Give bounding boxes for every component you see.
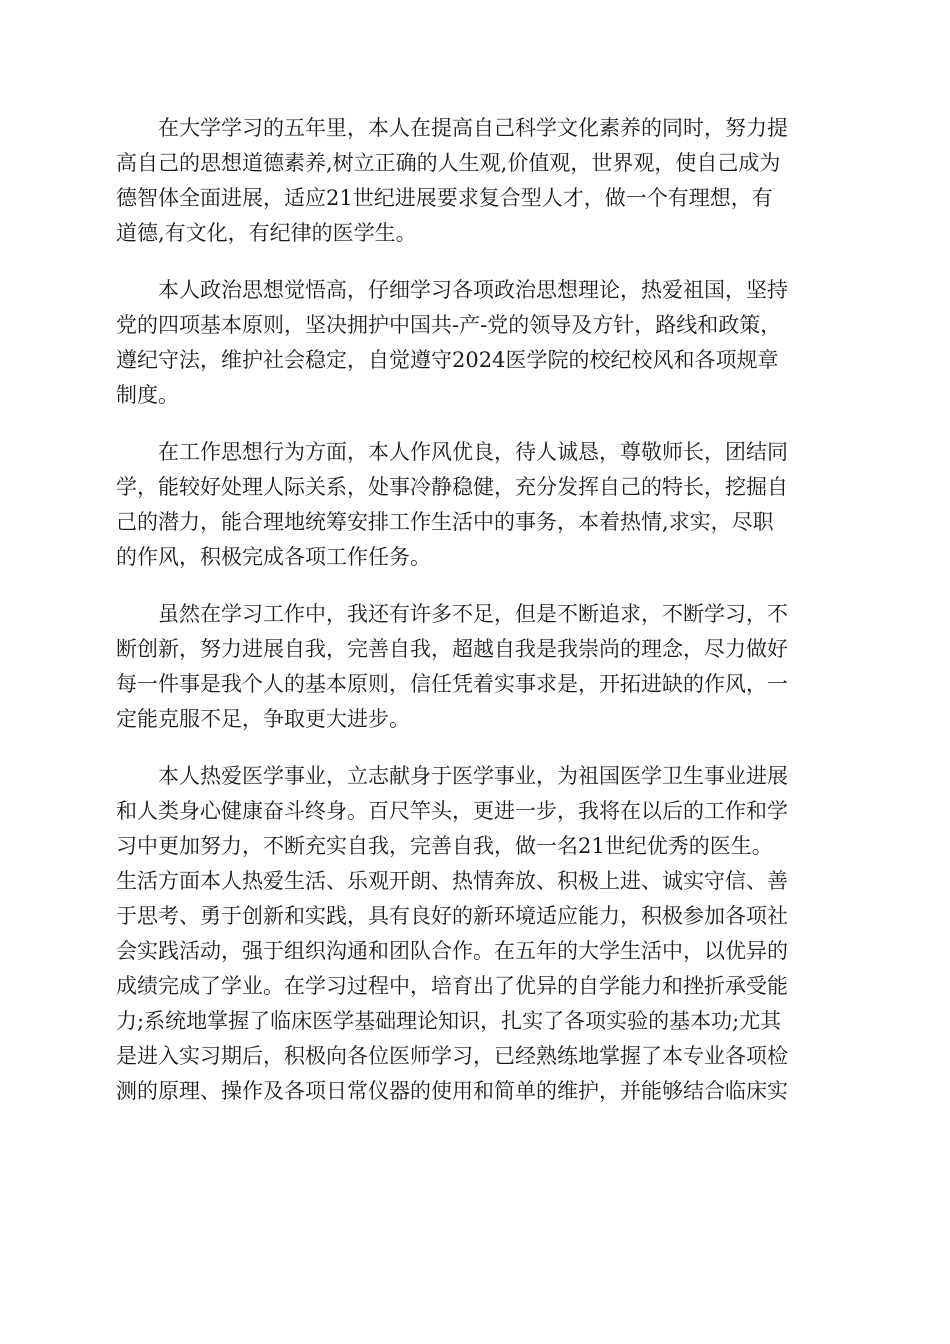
text-line: 测的原理、操作及各项日常仪器的使用和简单的维护，并能够结合临床实 (116, 1079, 788, 1103)
document-body (116, 111, 838, 1131)
text-line: 德智体全面进展，适应21世纪进展要求复合型人才，做一个有理想，有 (116, 186, 773, 210)
text-line: 制度。 (116, 383, 179, 407)
paragraph-4 (116, 597, 838, 737)
paragraph-3 (116, 435, 838, 575)
text-line: 是进入实习期后，积极向各位医师学习，已经熟练地掌握了本专业各项检 (116, 1044, 788, 1068)
text-line: 会实践活动，强于组织沟通和团队合作。在五年的大学生活中，以优异的 (116, 939, 788, 963)
text-line: 断创新，努力进展自我，完善自我，超越自我是我崇尚的理念，尽力做好 (116, 637, 788, 661)
paragraph-1 (116, 111, 838, 251)
text-line: 力;系统地掌握了临床医学基础理论知识，扎实了各项实验的基本功;尤其 (116, 1009, 782, 1033)
text-line: 本人热爱医学事业，立志献身于医学事业，为祖国医学卫生事业进展 (158, 764, 788, 788)
paragraph-2 (116, 273, 838, 413)
text-line: 每一件事是我个人的基本原则，信任凭着实事求是，开拓进缺的作风，一 (116, 672, 788, 696)
text-line: 道德,有文化，有纪律的医学生。 (116, 221, 417, 245)
text-line: 遵纪守法，维护社会稳定，自觉遵守2024医学院的校纪校风和各项规章 (116, 348, 779, 372)
text-line: 高自己的思想道德素养,树立正确的人生观,价值观，世界观，使自己成为 (116, 151, 781, 175)
text-line: 和人类身心健康奋斗终身。百尺竿头，更进一步，我将在以后的工作和学 (116, 799, 788, 823)
text-line: 虽然在学习工作中，我还有许多不足，但是不断追求，不断学习，不 (158, 602, 788, 626)
text-line: 在大学学习的五年里，本人在提高自己科学文化素养的同时，努力提 (158, 116, 788, 140)
text-line: 定能克服不足，争取更大进步。 (116, 707, 410, 731)
text-line: 党的四项基本原则，坚决拥护中国共-产-党的领导及方针，路线和政策， (116, 313, 782, 337)
text-line: 成绩完成了学业。在学习过程中，培育出了优异的自学能力和挫折承受能 (116, 974, 788, 998)
text-line: 于思考、勇于创新和实践，具有良好的新环境适应能力，积极参加各项社 (116, 904, 788, 928)
paragraph-5 (116, 759, 838, 1109)
text-line: 本人政治思想觉悟高，仔细学习各项政治思想理论，热爱祖国，坚持 (158, 278, 788, 302)
text-line: 的作风，积极完成各项工作任务。 (116, 545, 431, 569)
text-line: 生活方面本人热爱生活、乐观开朗、热情奔放、积极上进、诚实守信、善 (116, 869, 788, 893)
text-line: 在工作思想行为方面，本人作风优良，待人诚恳，尊敬师长，团结同 (158, 440, 788, 464)
text-line: 己的潜力，能合理地统筹安排工作生活中的事务，本着热情,求实，尽职 (116, 510, 774, 534)
text-line: 学，能较好处理人际关系，处事冷静稳健，充分发挥自己的特长，挖掘自 (116, 475, 788, 499)
text-line: 习中更加努力，不断充实自我，完善自我，做一名21世纪优秀的医生。 (116, 834, 773, 858)
